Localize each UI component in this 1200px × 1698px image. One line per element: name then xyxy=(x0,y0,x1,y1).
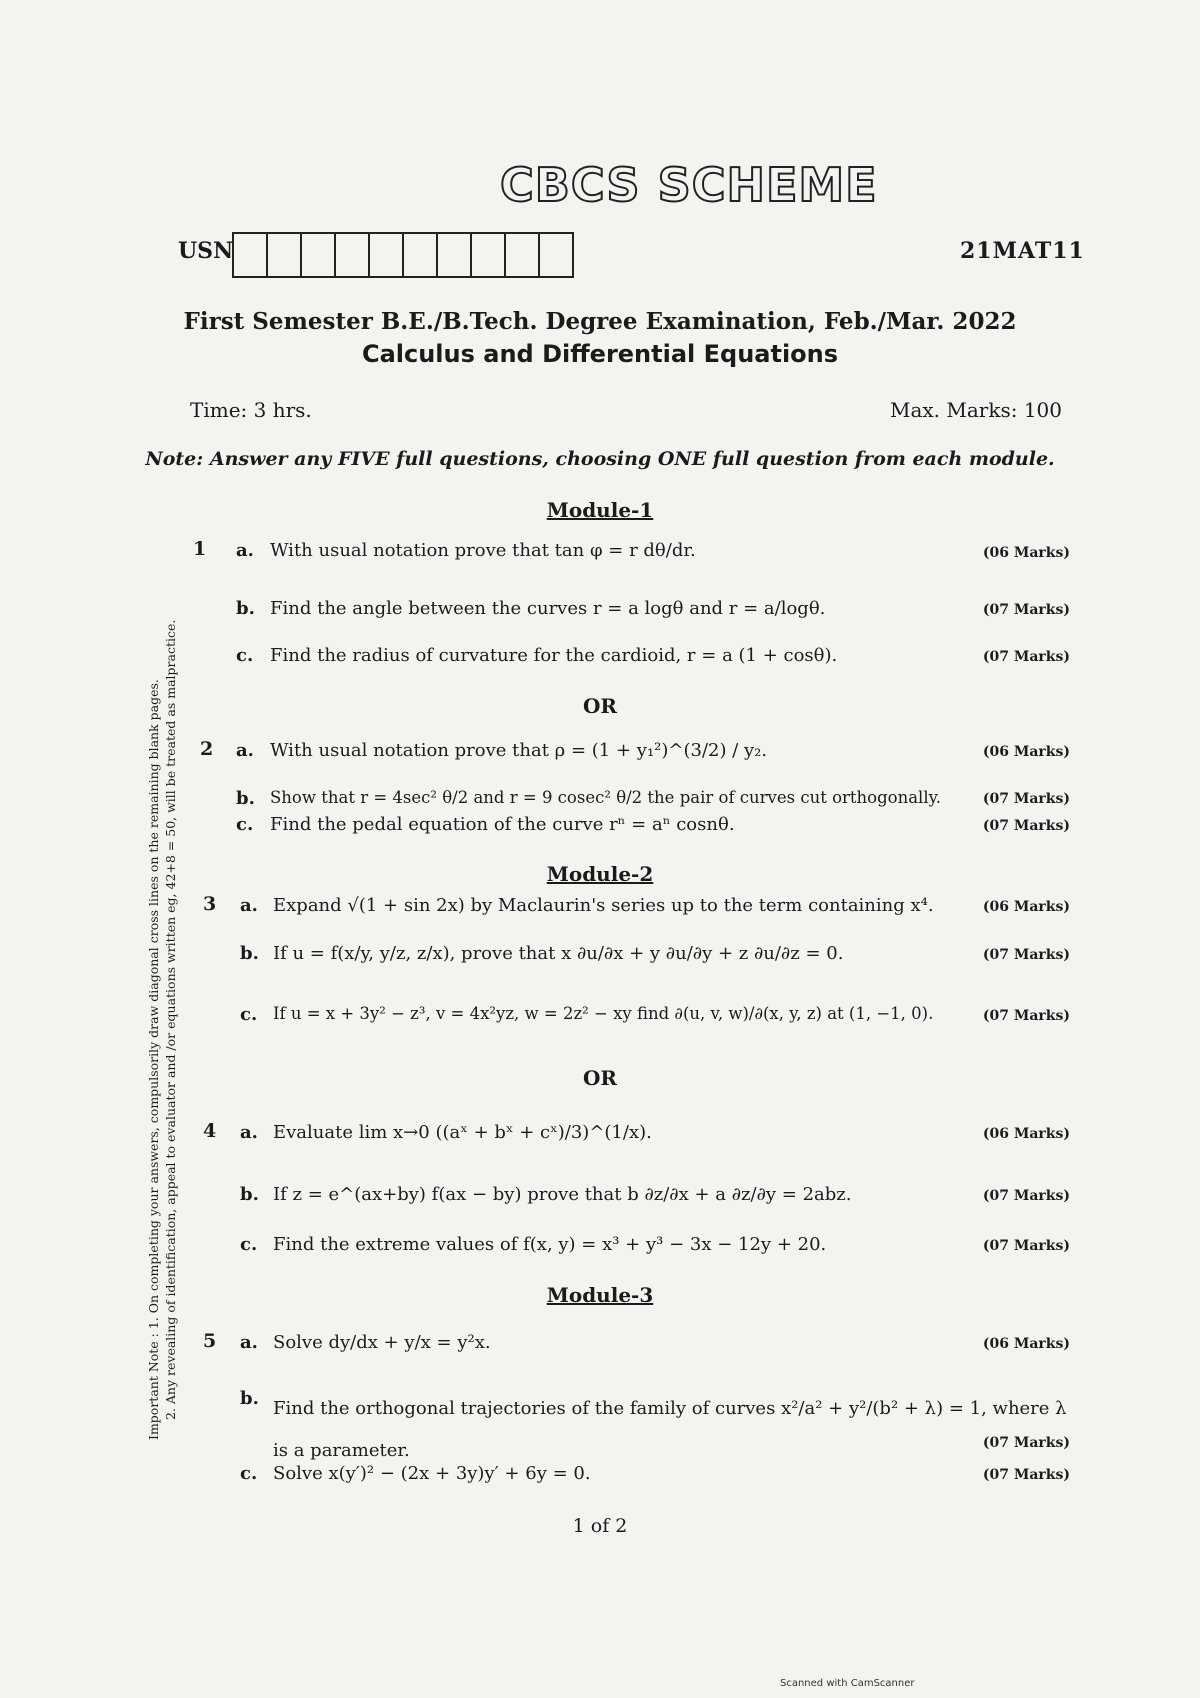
part-label: c. xyxy=(240,1463,258,1484)
question-number: 1 xyxy=(193,538,207,560)
usn-box xyxy=(300,232,334,278)
part-label: c. xyxy=(236,645,254,666)
scanner-watermark: Scanned with CamScanner xyxy=(780,1678,915,1689)
page-number: 1 of 2 xyxy=(572,1515,628,1537)
question-text: Find the pedal equation of the curve rⁿ = aⁿ cosnθ. xyxy=(270,814,735,835)
side-note-line2: 2. Any revealing of identification, appeal to evaluator and /or equations written eg, 42+8 = 50, will be treated as malpractice. xyxy=(163,619,178,1420)
usn-box xyxy=(232,232,266,278)
question-text: Expand √(1 + sin 2x) by Maclaurin's series up to the term containing x⁴. xyxy=(273,895,934,916)
part-label: b. xyxy=(240,1388,259,1409)
instruction-note: Note: Answer any FIVE full questions, choosing ONE full question from each module. xyxy=(145,448,1055,470)
usn-box xyxy=(436,232,470,278)
module-heading: Module-3 xyxy=(546,1283,654,1307)
part-label: a. xyxy=(236,540,254,561)
usn-box xyxy=(538,232,574,278)
marks: (07 Marks) xyxy=(982,818,1070,834)
part-label: a. xyxy=(240,1332,258,1353)
course-code: 21MAT11 xyxy=(960,238,1085,264)
part-label: a. xyxy=(240,1122,258,1143)
question-text: With usual notation prove that ρ = (1 + y₁²)^(3/2) / y₂. xyxy=(270,740,768,761)
part-label: b. xyxy=(236,788,255,809)
question-text: Find the extreme values of f(x, y) = x³ + y³ − 3x − 12y + 20. xyxy=(273,1234,827,1255)
question-text: If u = x + 3y² − z³, v = 4x²yz, w = 2z² − xy find ∂(u, v, w)/∂(x, y, z) at (1, −1, 0). xyxy=(273,1004,934,1023)
exam-time: Time: 3 hrs. xyxy=(190,398,312,422)
marks: (07 Marks) xyxy=(982,1188,1070,1204)
part-label: b. xyxy=(240,1184,259,1205)
max-marks: Max. Marks: 100 xyxy=(889,398,1062,422)
usn-box xyxy=(266,232,300,278)
question-text: Evaluate lim x→0 ((aˣ + bˣ + cˣ)/3)^(1/x). xyxy=(273,1122,652,1143)
part-label: c. xyxy=(240,1004,258,1025)
marks: (07 Marks) xyxy=(982,649,1070,665)
question-number: 2 xyxy=(200,738,214,760)
part-label: b. xyxy=(240,943,259,964)
question-text: Solve x(y′)² − (2x + 3y)y′ + 6y = 0. xyxy=(273,1463,591,1484)
marks: (07 Marks) xyxy=(982,1435,1070,1451)
question-number: 4 xyxy=(203,1120,217,1142)
marks: (07 Marks) xyxy=(982,1238,1070,1254)
part-label: c. xyxy=(236,814,254,835)
usn-box xyxy=(402,232,436,278)
or-separator: OR xyxy=(582,1066,618,1090)
or-separator: OR xyxy=(582,694,618,718)
usn-boxes xyxy=(232,232,574,276)
question-text: Find the orthogonal trajectories of the family of curves x²/a² + y²/(b² + λ) = 1, where λ is a parameter. xyxy=(273,1398,1067,1461)
marks: (06 Marks) xyxy=(982,545,1070,561)
usn-box xyxy=(368,232,402,278)
marks: (06 Marks) xyxy=(982,744,1070,760)
question-text: Find the radius of curvature for the cardioid, r = a (1 + cosθ). xyxy=(270,645,838,666)
part-label: c. xyxy=(240,1234,258,1255)
marks: (07 Marks) xyxy=(982,947,1070,963)
question-text: Show that r = 4sec² θ/2 and r = 9 cosec² θ/2 the pair of curves cut orthogonally. xyxy=(270,788,941,807)
question-number: 5 xyxy=(203,1330,217,1352)
question-text: Find the angle between the curves r = a logθ and r = a/logθ. xyxy=(270,598,826,619)
usn-label: USN xyxy=(178,238,234,264)
scheme-title: CBCS SCHEME xyxy=(500,158,878,212)
marks: (07 Marks) xyxy=(982,602,1070,618)
question-text: If z = e^(ax+by) f(ax − by) prove that b ∂z/∂x + a ∂z/∂y = 2abz. xyxy=(273,1184,852,1205)
marks: (06 Marks) xyxy=(982,899,1070,915)
usn-box xyxy=(470,232,504,278)
usn-box xyxy=(504,232,538,278)
marks: (06 Marks) xyxy=(982,1336,1070,1352)
part-label: a. xyxy=(236,740,254,761)
usn-box xyxy=(334,232,368,278)
module-heading: Module-2 xyxy=(546,862,654,886)
question-number: 3 xyxy=(203,893,217,915)
question-text: Solve dy/dx + y/x = y²x. xyxy=(273,1332,491,1353)
part-label: a. xyxy=(240,895,258,916)
subject-title: Calculus and Differential Equations xyxy=(361,340,839,368)
side-note-line1: Important Note : 1. On completing your answers, compulsorily draw diagonal cross lines on the remaining blank pages. xyxy=(146,679,161,1440)
question-text: If u = f(x/y, y/z, z/x), prove that x ∂u/∂x + y ∂u/∂y + z ∂u/∂z = 0. xyxy=(273,943,844,964)
marks: (07 Marks) xyxy=(982,1467,1070,1483)
marks: (06 Marks) xyxy=(982,1126,1070,1142)
marks: (07 Marks) xyxy=(982,1008,1070,1024)
module-heading: Module-1 xyxy=(546,498,654,522)
exam-title: First Semester B.E./B.Tech. Degree Examination, Feb./Mar. 2022 xyxy=(183,308,1017,335)
question-text: With usual notation prove that tan φ = r dθ/dr. xyxy=(270,540,696,561)
part-label: b. xyxy=(236,598,255,619)
marks: (07 Marks) xyxy=(982,791,1070,807)
